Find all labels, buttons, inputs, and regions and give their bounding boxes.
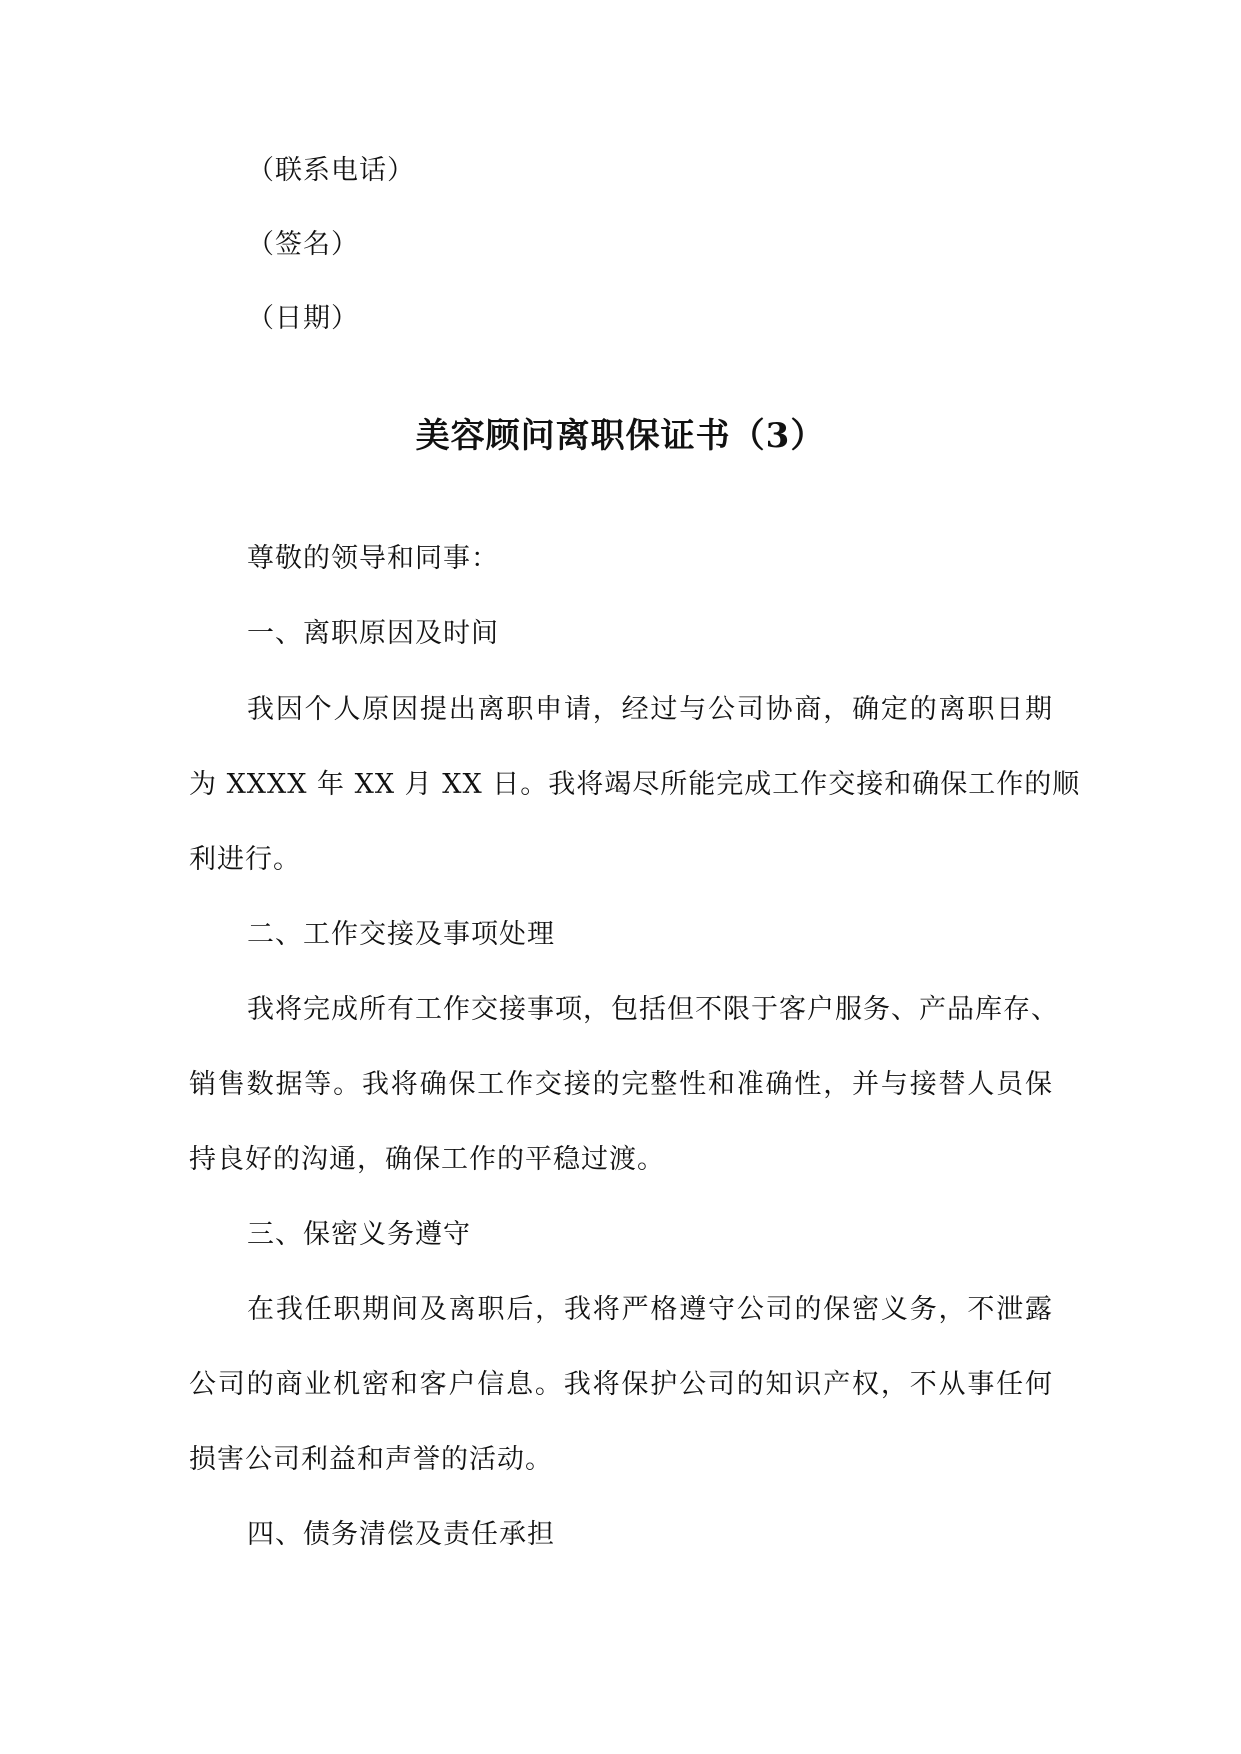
paragraph-line: 公司的商业机密和客户信息。我将保护公司的知识产权，不从事任何 — [189, 1369, 1053, 1400]
section-heading: 三、保密义务遵守 — [247, 1219, 471, 1250]
paragraph-line: 我将完成所有工作交接事项，包括但不限于客户服务、产品库存、 — [247, 994, 1059, 1025]
paragraph-line: 持良好的沟通，确保工作的平稳过渡。 — [189, 1144, 665, 1175]
section-heading: 一、离职原因及时间 — [247, 618, 499, 649]
signature-field-label: （签名） — [247, 229, 359, 260]
paragraph-line: 在我任职期间及离职后，我将严格遵守公司的保密义务，不泄露 — [247, 1294, 1053, 1325]
paragraph-line: 损害公司利益和声誉的活动。 — [189, 1444, 553, 1475]
date-field-label: （日期） — [247, 303, 359, 334]
section-heading: 四、债务清偿及责任承担 — [247, 1519, 555, 1550]
section-heading: 二、工作交接及事项处理 — [247, 919, 555, 950]
paragraph-line: 我因个人原因提出离职申请，经过与公司协商，确定的离职日期 — [247, 694, 1053, 725]
phone-field-label: （联系电话） — [247, 155, 415, 186]
paragraph-line: 利进行。 — [189, 844, 301, 875]
salutation: 尊敬的领导和同事： — [247, 543, 499, 574]
paragraph-line: 为 XXXX 年 XX 月 XX 日。我将竭尽所能完成工作交接和确保工作的顺 — [189, 769, 1081, 800]
document-title: 美容顾问离职保证书（3） — [415, 416, 826, 456]
paragraph-line: 销售数据等。我将确保工作交接的完整性和准确性，并与接替人员保 — [189, 1069, 1053, 1100]
